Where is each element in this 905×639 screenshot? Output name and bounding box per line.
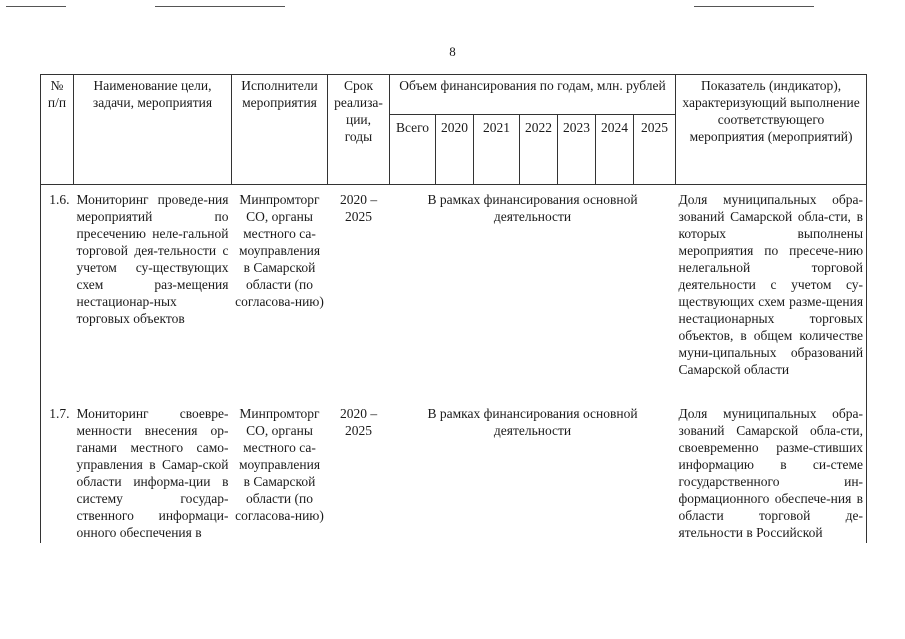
row-term: 2020 – 2025 (339, 192, 378, 224)
row-indicator: Доля муниципальных обра-зований Самарской обла-сти, своевременно разме-стивших информацию в си-стеме государственного ин-формационного обеспече-ния в области торговой де-ятельности в Российской (676, 399, 867, 543)
header-year-2020: 2020 (436, 115, 474, 185)
header-indicator: Показатель (индикатор), характеризующий выполнение соответствующего мероприятия (мероприятий) (676, 75, 867, 185)
row-funding: В рамках финансирования основной деятельности (427, 406, 638, 438)
header-year-2024: 2024 (596, 115, 634, 185)
header-year-2021: 2021 (474, 115, 520, 185)
top-rule-right (694, 6, 814, 7)
row-name: Мониторинг проведе-ния мероприятий по пресечению неле-гальной торговой дея-тельности с учетом су-ществующих схем раз-мещения нестационар-ных торговых объектов (76, 192, 229, 326)
row-number: 1.7. (41, 399, 74, 543)
row-funding: В рамках финансирования основной деятельности (427, 192, 638, 224)
header-year-2023: 2023 (558, 115, 596, 185)
header-year-2025: 2025 (634, 115, 676, 185)
program-table (40, 74, 867, 543)
row-name: Мониторинг своевре-менности внесения ор-ганами местного само-управления в Самар-ской области информа-ции в систему государ-ственного информаци-онного обеспечения в (76, 406, 229, 540)
page-number: 8 (449, 44, 456, 59)
header-total: Всего (390, 115, 436, 185)
top-rule-mid (155, 6, 285, 7)
row-term: 2020 – 2025 (339, 406, 378, 438)
header-name: Наименование цели, задачи, мероприятия (74, 75, 232, 185)
header-executors: Исполнители мероприятия (232, 75, 328, 185)
header-funding: Объем финансирования по годам, млн. рублей (390, 75, 676, 115)
table-row (41, 399, 867, 543)
header-num: № п/п (41, 75, 74, 185)
header-year-2022: 2022 (520, 115, 558, 185)
row-indicator: Доля муниципальных обра-зований Самарской обла-сти, в которых выполнены мероприятия по пресече-нию нелегальной торговой деятельности с учетом су-ществующих схем разме-щения нестационарных торговых объектов, в общем количестве муни-ципальных образований Самарской области (676, 185, 867, 400)
header-term: Срок реализа-ции, годы (328, 75, 390, 185)
top-rule-left (6, 6, 66, 7)
row-number: 1.6. (41, 185, 74, 400)
table-row (41, 185, 867, 400)
row-executors: Минпромторг СО, органы местного са-моуправления в Самарской области (по согласова-нию) (235, 192, 324, 309)
row-executors: Минпромторг СО, органы местного са-моуправления в Самарской области (по согласова-нию) (235, 406, 324, 523)
